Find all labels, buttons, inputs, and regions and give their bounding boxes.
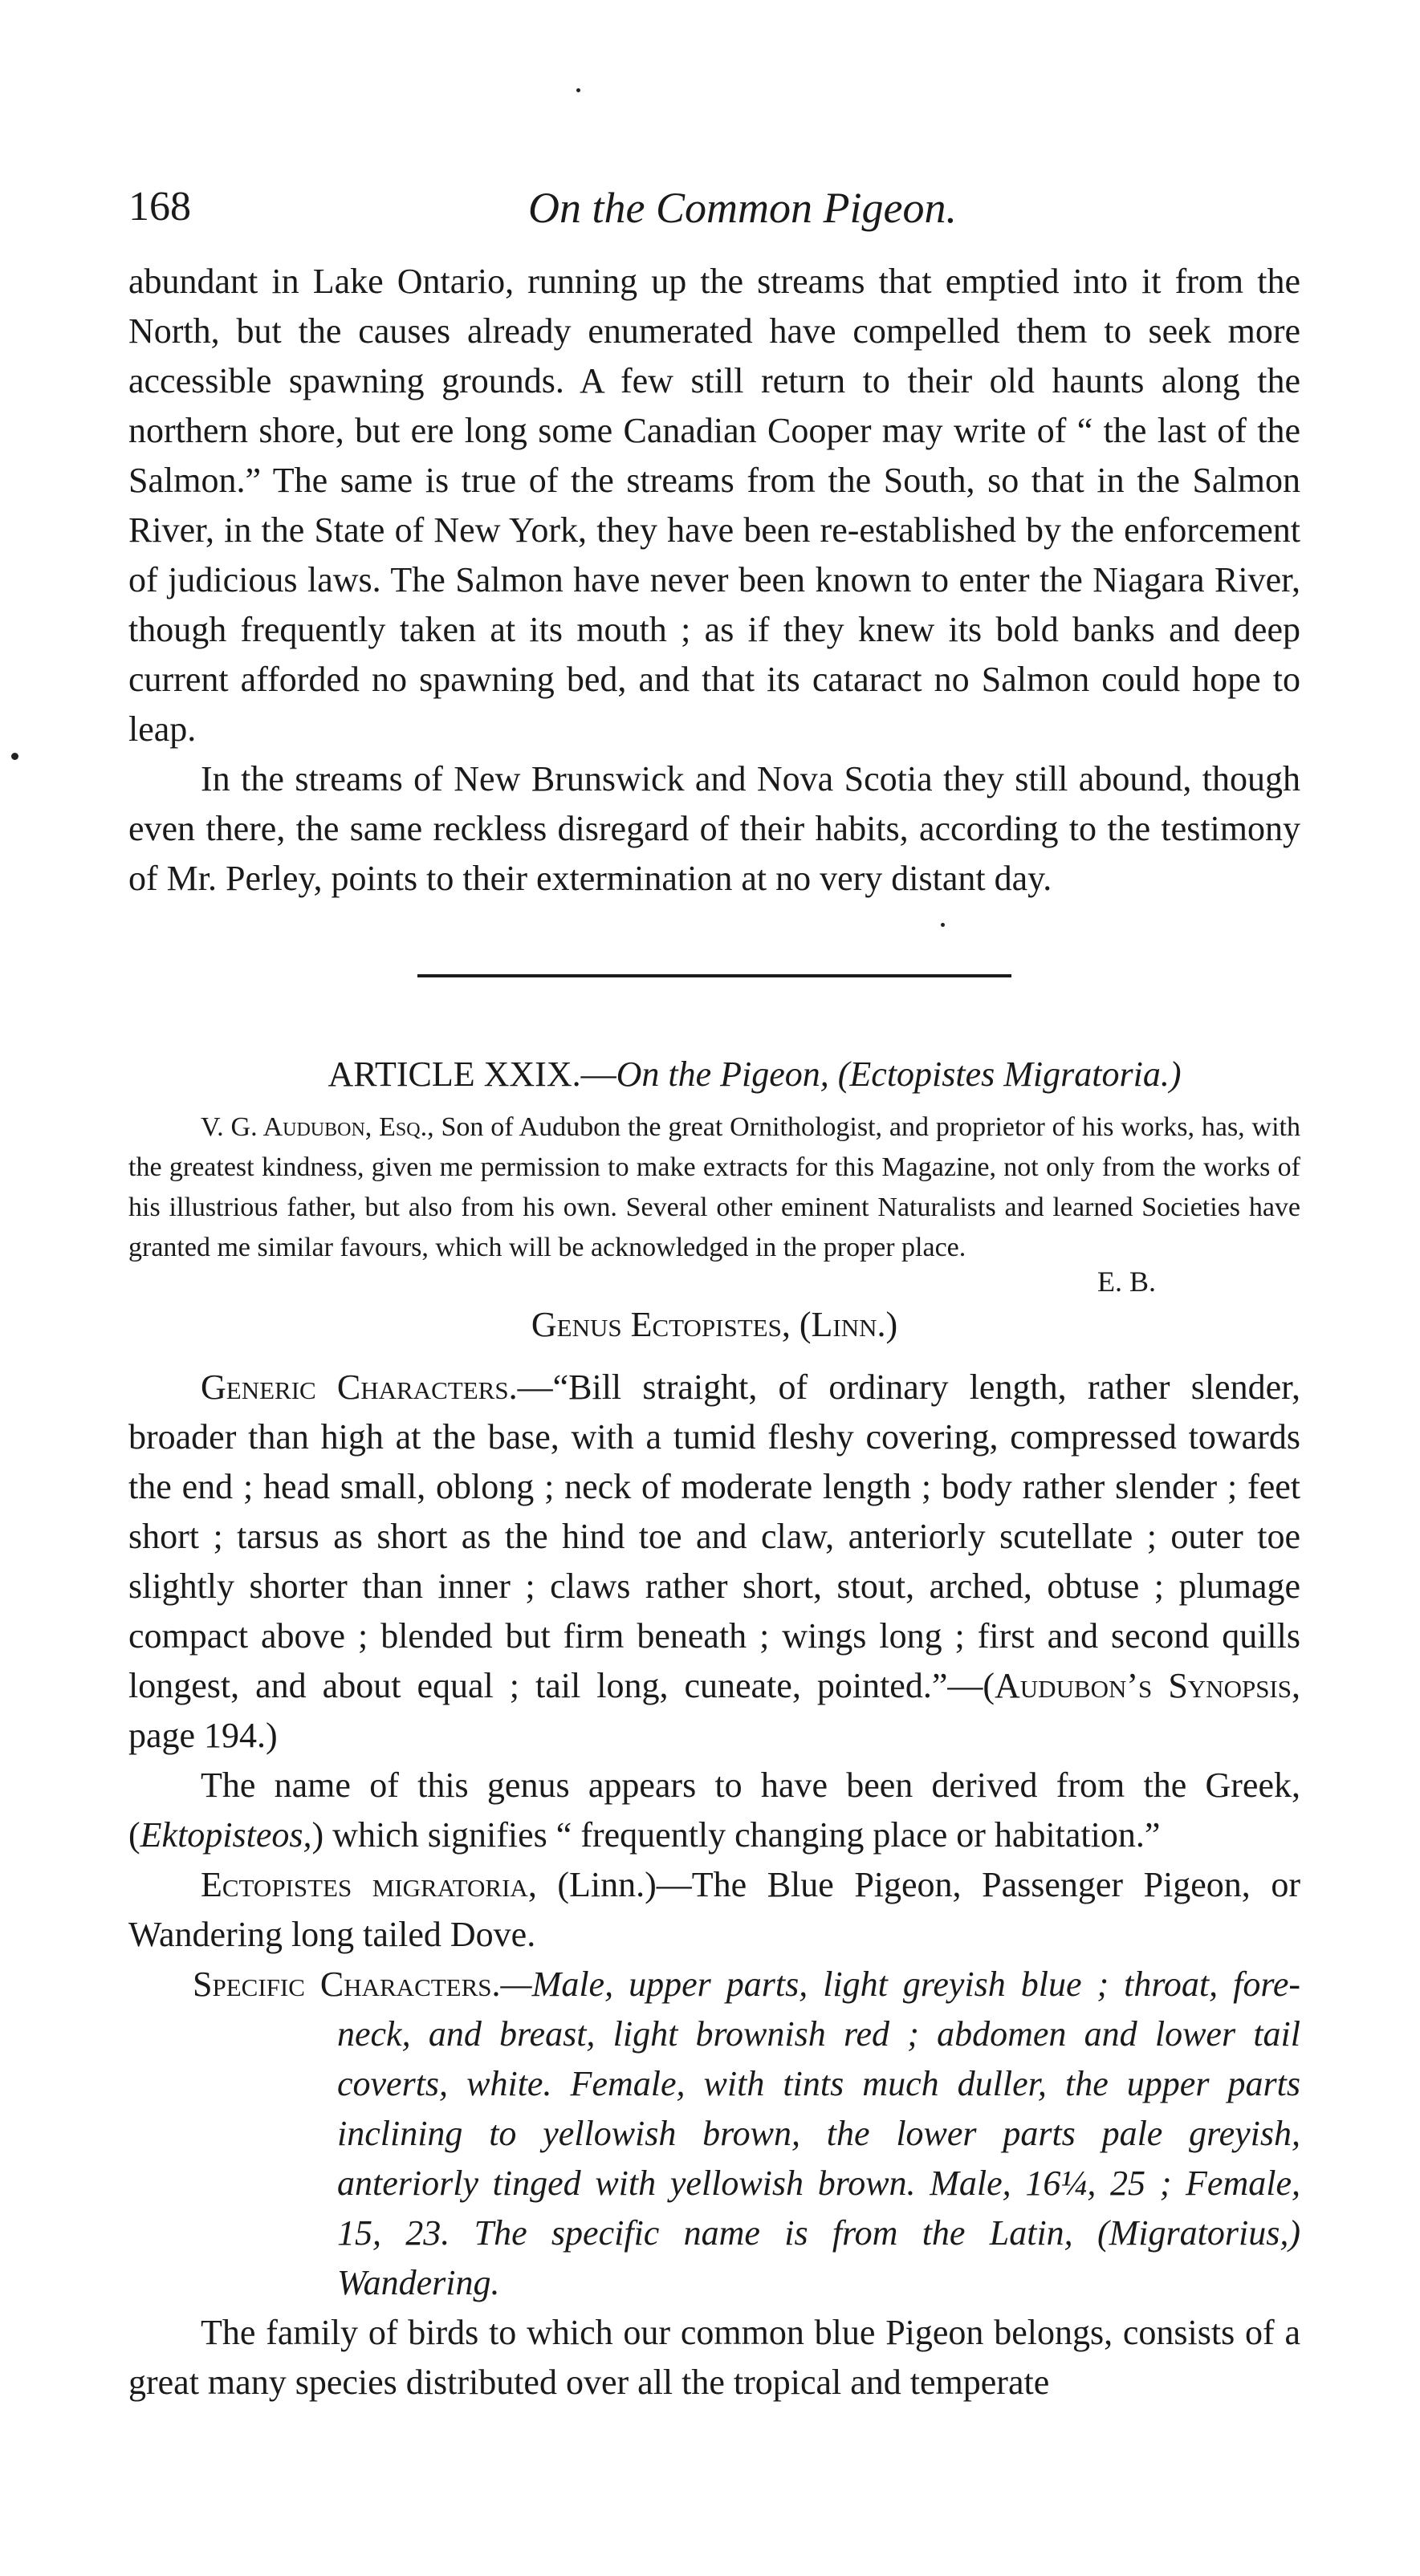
editor-note <box>128 1107 1300 1268</box>
genus-name-paragraph <box>128 1761 1300 1860</box>
page-number: 168 <box>128 184 191 230</box>
article-title: On the Pigeon, (Ectopistes Migratoria.) <box>616 1054 1182 1094</box>
generic-label: Generic Characters. <box>201 1367 518 1407</box>
generic-text: —“Bill straight, of ordinary length, rather slender, broader than high at the base, with a tumid fleshy covering, compressed towards the end ; head small, oblong ; neck of moderate length ; body rather slender ; feet short ; tarsus as short as the hind toe and claw, anteriorly scutellate ; outer toe slightly shorter than inner ; claws rather short, stout, arched, obtuse ; plumage compact above ; blended but firm beneath ; wings long ; first and second quills longest, and about equal ; tail long, cuneate, pointed.”—( <box>128 1367 1300 1705</box>
generic-characters <box>128 1363 1300 1761</box>
species-label: Ectopistes migratoria, <box>201 1865 537 1904</box>
generic-page: page 194.) <box>128 1716 278 1755</box>
family-paragraph: The family of birds to which our common blue Pigeon belongs, consists of a great many species distributed over all the tropical and temperate <box>128 2313 1300 2402</box>
running-title: On the Common Pigeon. <box>528 184 957 232</box>
article-number: ARTICLE XXIX.— <box>328 1054 616 1094</box>
continuation-paragraph: In the streams of New Brunswick and Nova Scotia they still abound, though even there, the same reckless disregard of their habits, according to the testimony of Mr. Perley, points to their extermination at no very distant day. <box>128 759 1300 898</box>
note-name: V. G. Audubon, Esq., <box>201 1112 434 1142</box>
note-text: Son of Audubon the great Ornithologist, and proprietor of his works, has, with the greatest kindness, given me permission to make extracts for this Magazine, not only from the works of his illustrious father, but also from his own. Several other eminent Naturalists and learned Societies have granted me similar favours, which will be acknowledged in the proper place. <box>128 1112 1300 1262</box>
name-text-b: ) which signifies “ frequently changing place or habitation.” <box>311 1815 1161 1855</box>
continuation-paragraph: abundant in Lake Ontario, running up the streams that emptied into it from the North, but the causes already enumerated have compelled them to seek more accessible spawning grounds. A few still return to their old haunts along the northern shore, but ere long some Canadian Cooper may write of “ the last of the Salmon.” The same is true of the streams from the South, so that in the Salmon River, in the State of New York, they have been re-established by the enforcement of judicious laws. The Salmon have never been known to enter the Niagara River, though frequently taken at its mouth ; as if they knew its bold banks and deep current afforded no spawning bed, and that its cataract no Salmon could hope to leap. <box>128 262 1300 749</box>
editor-signature: E. B. <box>1097 1266 1156 1298</box>
name-text-a: The name of this genus appears to have been derived from the Greek, ( <box>128 1765 1300 1855</box>
specific-text: —Male, upper parts, light greyish blue ; throat, fore-neck, and breast, light brownish red ; abdomen and lower tail coverts, white. Female, with tints much duller, the upper parts inclining to yellowish brown, the lower parts pale greyish, anteriorly tinged with yellowish brown. Male, 16¼, 25 ; Female, 15, 23. The specific name is from the Latin, (Migratorius,) Wandering. <box>337 1965 1300 2302</box>
margin-dot <box>11 753 18 760</box>
species-text: (Linn.)—The Blue Pigeon, Passenger Pigeon, or Wandering long tailed Dove. <box>128 1865 1300 1954</box>
species-paragraph <box>128 1860 1300 1960</box>
page-body <box>128 257 1300 2407</box>
specific-label: Specific Characters. <box>193 1965 501 2004</box>
specific-characters <box>128 1960 1300 2308</box>
page-header <box>128 183 1300 247</box>
section-divider <box>417 974 1011 977</box>
generic-source: Audubon’s Synopsis, <box>995 1666 1300 1705</box>
article-heading <box>128 1050 1300 1099</box>
greek-word: Ektopisteos, <box>140 1815 312 1855</box>
print-speck <box>576 88 580 92</box>
genus-heading: Genus Ectopistes, (Linn.) <box>531 1305 898 1344</box>
